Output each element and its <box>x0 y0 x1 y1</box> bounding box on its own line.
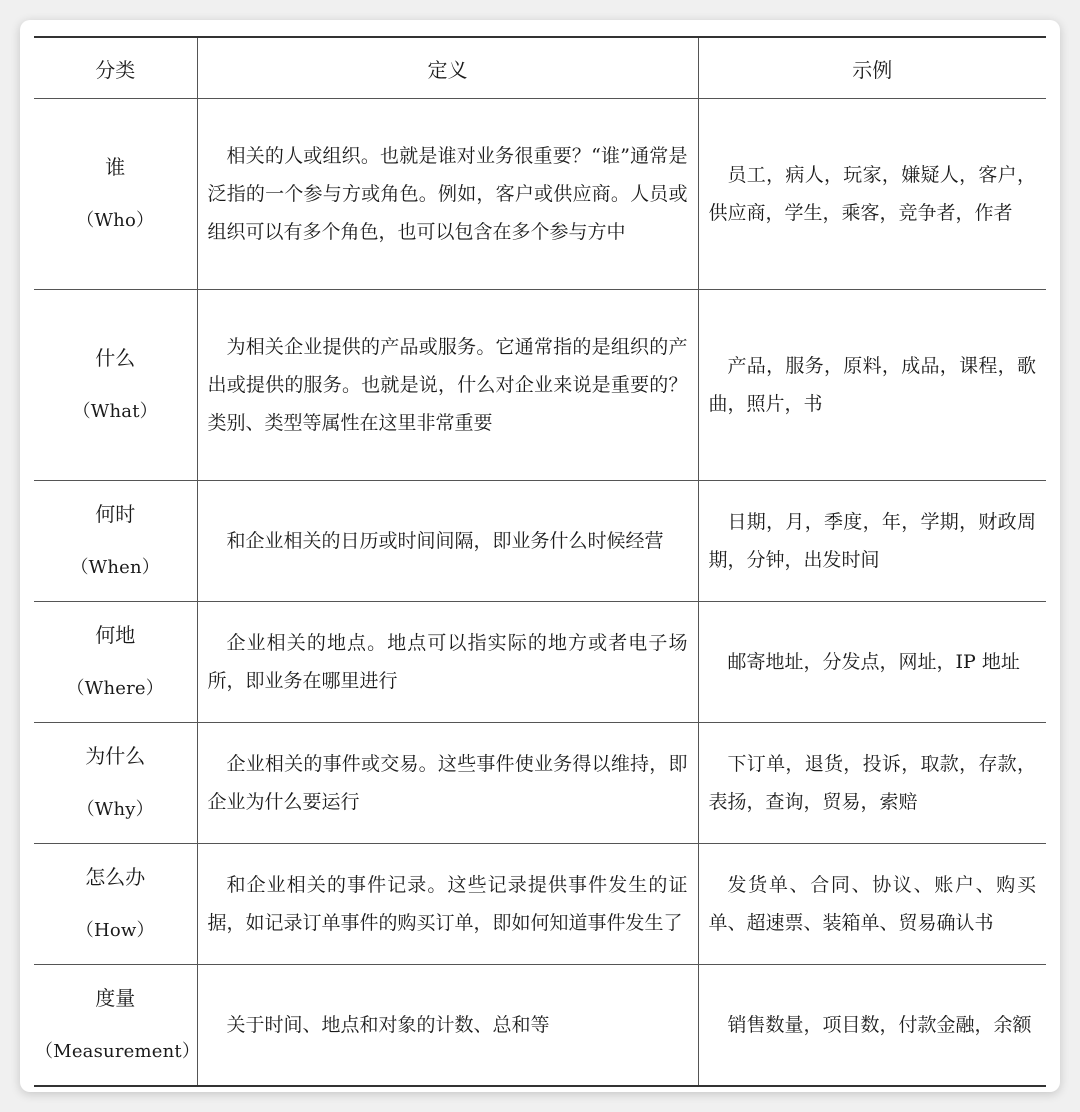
header-definition: 定义 <box>197 37 698 99</box>
category-name: 什么 <box>95 346 136 370</box>
table-row-what <box>34 290 1046 481</box>
definition-cell: 关于时间、地点和对象的计数、总和等 <box>197 965 698 1087</box>
category-name: 谁 <box>105 155 126 179</box>
category-name: 何地 <box>95 623 136 647</box>
table-row-when <box>34 481 1046 602</box>
category-name: 怎么办 <box>85 865 146 889</box>
category-cell <box>34 965 201 1087</box>
example-cell: 发货单、合同、协议、账户、购买单、超速票、装箱单、贸易确认书 <box>698 844 1046 965</box>
category-english: （When） <box>70 557 161 578</box>
category-name: 度量 <box>95 986 136 1010</box>
table-row-who <box>34 99 1046 290</box>
example-cell: 销售数量，项目数，付款金融，余额 <box>698 965 1046 1087</box>
header-example: 示例 <box>698 37 1046 99</box>
table-row-why <box>34 723 1046 844</box>
category-name: 何时 <box>95 502 136 526</box>
definition-cell: 企业相关的地点。地点可以指实际的地方或者电子场所，即业务在哪里进行 <box>197 602 698 723</box>
category-english: （What） <box>72 401 158 422</box>
category-english: （Why） <box>76 799 154 820</box>
category-english: （Who） <box>76 210 155 231</box>
category-english: （Measurement） <box>35 1041 201 1062</box>
category-cell <box>34 99 197 290</box>
category-english: （How） <box>75 920 155 941</box>
category-cell <box>34 290 197 481</box>
definition-cell: 相关的人或组织。也就是谁对业务很重要？“谁”通常是泛指的一个参与方或角色。例如，客户或供应商。人员或组织可以有多个角色，也可以包含在多个参与方中 <box>197 99 698 290</box>
definition-cell: 企业相关的事件或交易。这些事件使业务得以维持，即企业为什么要运行 <box>197 723 698 844</box>
table-header-row <box>34 37 1046 99</box>
category-definition-table <box>34 36 1046 1087</box>
category-cell <box>34 481 197 602</box>
category-cell <box>34 723 197 844</box>
example-cell: 下订单，退货，投诉，取款，存款，表扬，查询，贸易，索赔 <box>698 723 1046 844</box>
table-row-where <box>34 602 1046 723</box>
example-cell: 邮寄地址，分发点，网址，IP 地址 <box>698 602 1046 723</box>
category-name: 为什么 <box>85 744 146 768</box>
table-row-how <box>34 844 1046 965</box>
definition-cell: 和企业相关的事件记录。这些记录提供事件发生的证据，如记录订单事件的购买订单，即如何知道事件发生了 <box>197 844 698 965</box>
document-card <box>20 20 1060 1092</box>
example-cell: 日期，月，季度，年，学期，财政周期，分钟，出发时间 <box>698 481 1046 602</box>
example-cell: 员工，病人，玩家，嫌疑人，客户，供应商，学生，乘客，竞争者，作者 <box>698 99 1046 290</box>
category-cell <box>34 844 197 965</box>
header-category: 分类 <box>34 37 197 99</box>
category-english: （Where） <box>66 678 164 699</box>
category-cell <box>34 602 197 723</box>
definition-cell: 为相关企业提供的产品或服务。它通常指的是组织的产出或提供的服务。也就是说，什么对企业来说是重要的？类别、类型等属性在这里非常重要 <box>197 290 698 481</box>
definition-cell: 和企业相关的日历或时间间隔，即业务什么时候经营 <box>197 481 698 602</box>
table-row-measurement <box>34 965 1046 1087</box>
example-cell: 产品，服务，原料，成品，课程，歌曲，照片，书 <box>698 290 1046 481</box>
